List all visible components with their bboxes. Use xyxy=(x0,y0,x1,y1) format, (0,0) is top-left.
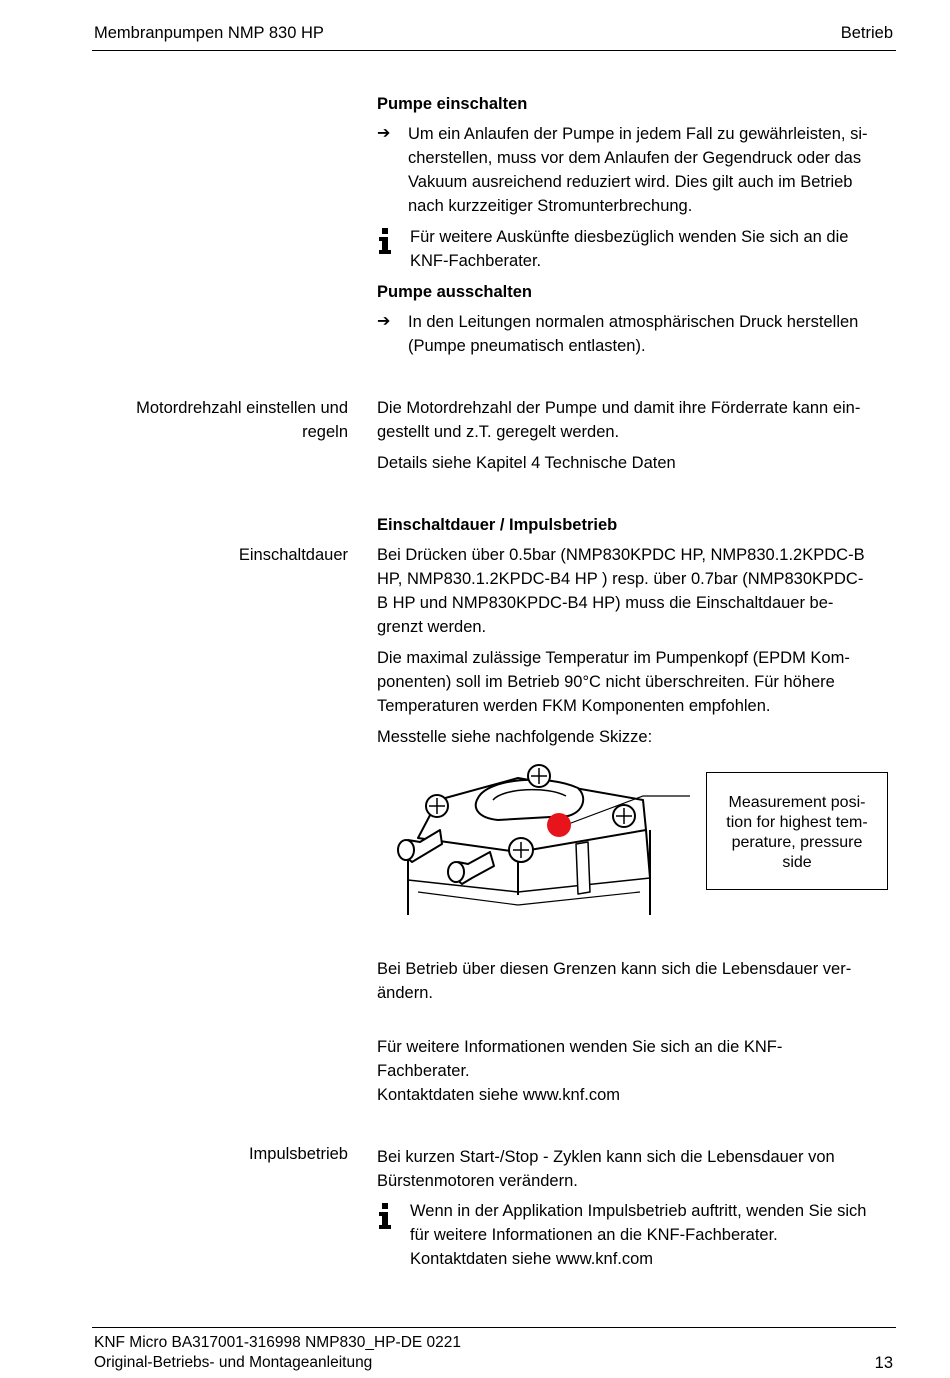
arrow-icon: ➔ xyxy=(377,313,391,330)
impulse-info-line: Wenn in der Applikation Impulsbetrieb auftritt, wenden Sie sich xyxy=(410,1202,867,1220)
motor-details: Details siehe Kapitel 4 Technische Daten xyxy=(377,454,676,472)
impulse-text-line: Bei kurzen Start-/Stop - Zyklen kann sich die Lebensdauer von xyxy=(377,1148,835,1166)
pump-on-info-line: Für weitere Auskünfte diesbezüglich wenden Sie sich an die xyxy=(410,228,849,246)
arrow-icon: ➔ xyxy=(377,125,391,142)
motor-text-line: Die Motordrehzahl der Pumpe und damit ihre Förderrate kann ein- xyxy=(377,399,861,417)
duty-temperature-line: Temperaturen werden FKM Komponenten empfohlen. xyxy=(377,697,771,715)
header-document-title: Membranpumpen NMP 830 HP xyxy=(94,24,324,42)
footer-rule xyxy=(92,1327,896,1328)
duty-temperature-line: ponenten) soll im Betrieb 90°C nicht überschreiten. Für höhere xyxy=(377,673,835,691)
header-chapter-title: Betrieb xyxy=(840,24,893,42)
page-number: 13 xyxy=(874,1354,893,1372)
pump-on-text-line: nach kurzzeitiger Stromunterbrechung. xyxy=(408,197,693,215)
callout-line: perature, pressure xyxy=(731,834,863,851)
pump-on-text-line: Vakuum ausreichend reduziert wird. Dies gilt auch im Betrieb xyxy=(408,173,853,191)
pump-on-text-line: cherstellen, muss vor dem Anlaufen der Gegendruck oder das xyxy=(408,149,862,167)
duty-text-line: grenzt werden. xyxy=(377,618,487,636)
heading-pump-off: Pumpe ausschalten xyxy=(377,283,532,301)
motor-text-line: gestellt und z.T. geregelt werden. xyxy=(377,423,620,441)
duty-contact-line: Für weitere Informationen wenden Sie sich an die KNF- xyxy=(377,1038,783,1056)
info-icon xyxy=(378,1203,392,1229)
callout-line: tion for highest tem- xyxy=(726,814,868,831)
callout-line: Measurement posi- xyxy=(728,794,866,811)
duty-text-line: HP, NMP830.1.2KPDC-B4 HP ) resp. über 0.7bar (NMP830KPDC- xyxy=(377,570,864,588)
pump-head-sketch xyxy=(378,760,698,918)
footer-document-id: KNF Micro BA317001-316998 NMP830_HP-DE 0221 xyxy=(94,1334,462,1351)
callout-line: side xyxy=(782,854,812,871)
info-icon xyxy=(378,228,392,254)
side-label-duty-cycle: Einschaltdauer xyxy=(238,546,348,564)
duty-text-line: B HP und NMP830KPDC-B4 HP) muss die Einschaltdauer be- xyxy=(377,594,834,612)
pump-off-text-line: (Pumpe pneumatisch entlasten). xyxy=(408,337,646,355)
duty-lifetime-line: ändern. xyxy=(377,984,433,1002)
impulse-info-line: Kontaktdaten siehe www.knf.com xyxy=(410,1250,654,1268)
measurement-callout xyxy=(706,772,888,890)
header-rule xyxy=(92,50,896,51)
heading-duty-cycle: Einschaltdauer / Impulsbetrieb xyxy=(377,516,618,534)
impulse-text-line: Bürstenmotoren verändern. xyxy=(377,1172,578,1190)
heading-pump-on: Pumpe einschalten xyxy=(377,95,528,113)
side-label-impulse: Impulsbetrieb xyxy=(248,1145,348,1163)
duty-sketch-intro: Messtelle siehe nachfolgende Skizze: xyxy=(377,728,653,746)
duty-contact-line: Kontaktdaten siehe www.knf.com xyxy=(377,1086,621,1104)
duty-temperature-line: Die maximal zulässige Temperatur im Pumpenkopf (EPDM Kom- xyxy=(377,649,850,667)
side-label-motor-speed: Motordrehzahl einstellen und xyxy=(136,399,348,417)
side-label-motor-speed: regeln xyxy=(302,423,348,441)
duty-contact-line: Fachberater. xyxy=(377,1062,470,1080)
duty-lifetime-line: Bei Betrieb über diesen Grenzen kann sich die Lebensdauer ver- xyxy=(377,960,852,978)
duty-text-line: Bei Drücken über 0.5bar (NMP830KPDC HP, NMP830.1.2KPDC-B xyxy=(377,546,865,564)
footer-manual-type: Original-Betriebs- und Montageanleitung xyxy=(94,1354,373,1371)
pump-on-info-line: KNF-Fachberater. xyxy=(410,252,542,270)
measurement-point-marker xyxy=(547,813,571,837)
pump-off-text-line: In den Leitungen normalen atmosphärischen Druck herstellen xyxy=(408,313,859,331)
impulse-info-line: für weitere Informationen an die KNF-Fachberater. xyxy=(410,1226,778,1244)
pump-on-text-line: Um ein Anlaufen der Pumpe in jedem Fall zu gewährleisten, si- xyxy=(408,125,868,143)
